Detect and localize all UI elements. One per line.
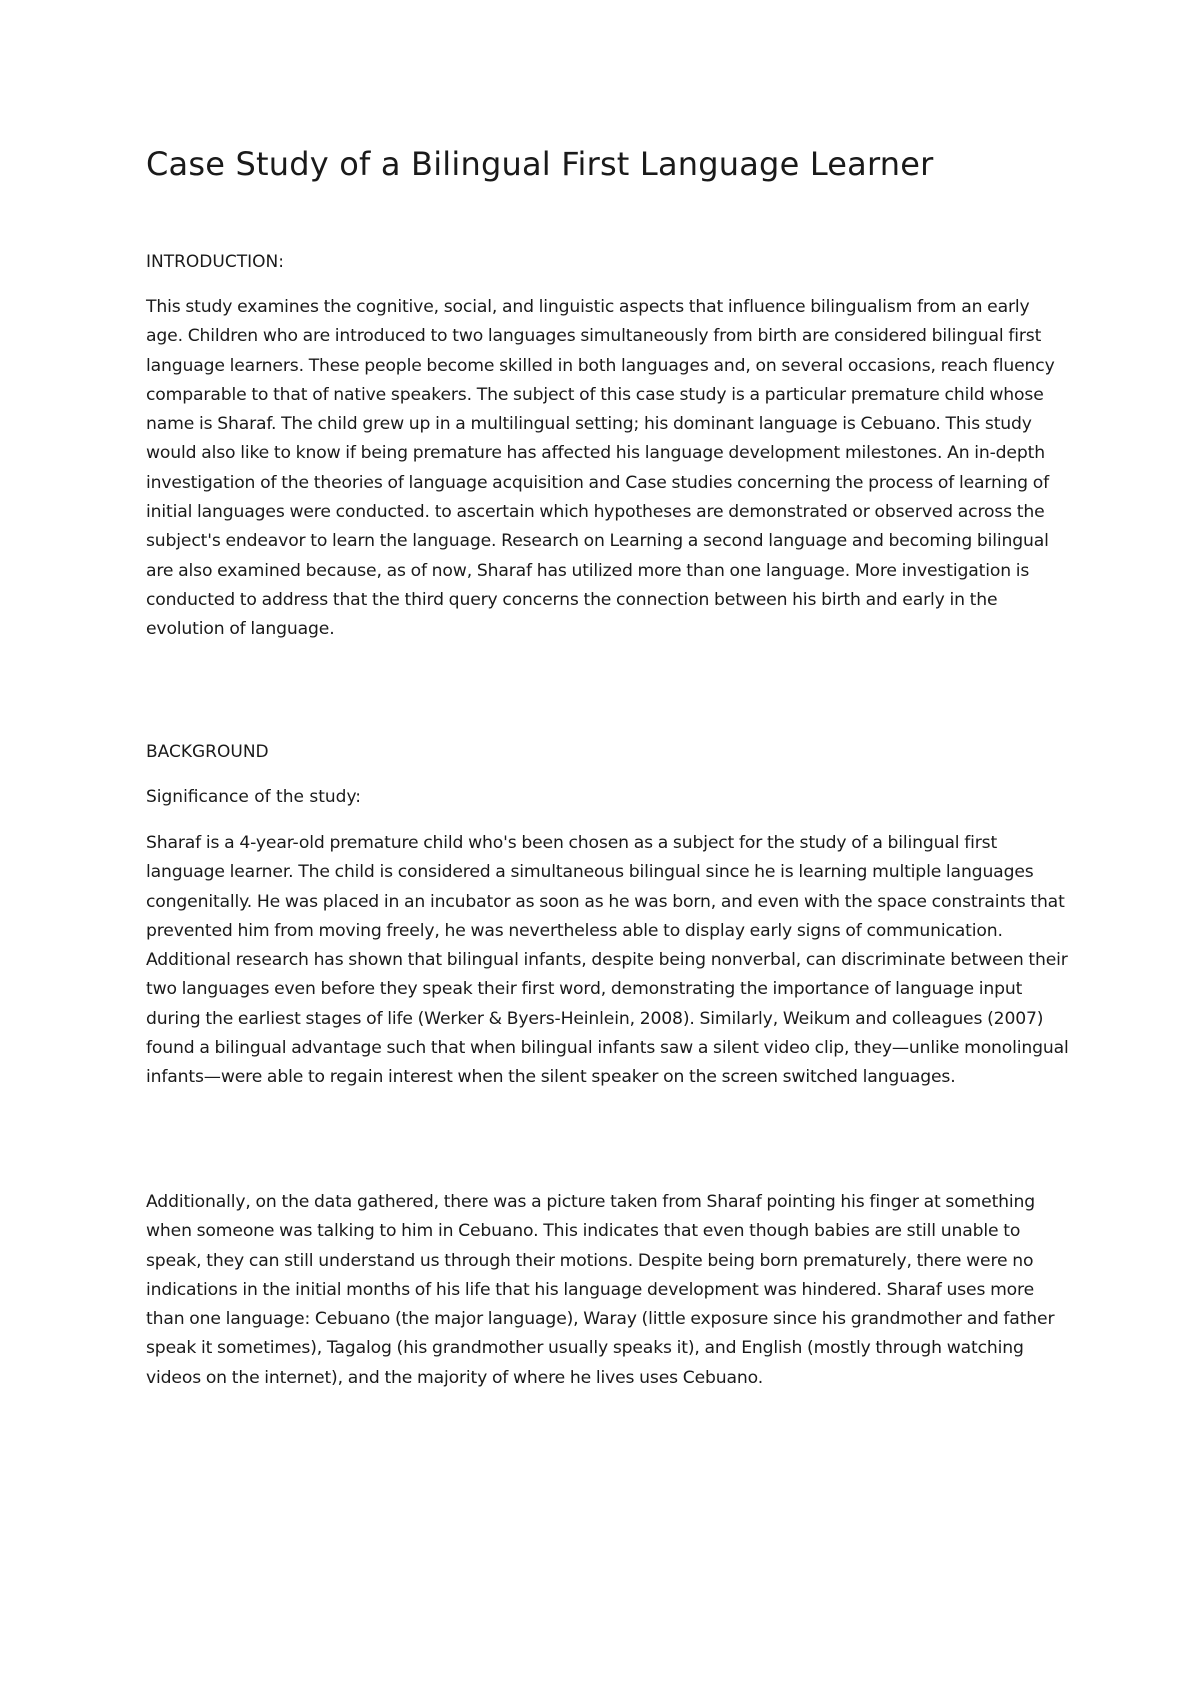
introduction-heading: INTRODUCTION:	[146, 252, 284, 272]
additional-paragraph: Additionally, on the data gathered, there was a picture taken from Sharaf pointing his finger at something when someone was talking to him in Cebuano. This indicates that even though babies are still unable to speak, they can still understand us through their motions. Despite being born prematurely, there were no indications in the initial months of his life that his language development was hindered. Sharaf uses more than one language: Cebuano (the major language), Waray (little exposure since his grandmother and father speak it sometimes), Tagalog (his grandmother usually speaks it), and English (mostly through watching videos on the internet), and the majority of where he lives uses Cebuano.	[146, 1192, 1055, 1388]
significance-heading: Significance of the study:	[146, 787, 361, 807]
document-title: Case Study of a Bilingual First Language Learner	[146, 145, 934, 183]
introduction-paragraph: This study examines the cognitive, social, and linguistic aspects that influence bilingualism from an early age. Children who are introduced to two languages simultaneously from birth are considered bilingual first language learners. These people become skilled in both languages and, on several occasions, reach fluency comparable to that of native speakers. The subject of this case study is a particular premature child whose name is Sharaf. The child grew up in a multilingual setting; his dominant language is Cebuano. This study would also like to know if being premature has affected his language development milestones. An in-depth investigation of the theories of language acquisition and Case studies concerning the process of learning of initial languages were conducted. to ascertain which hypotheses are demonstrated or observed across the subject's endeavor to learn the language. Research on Learning a second language and becoming bilingual are also examined because, as of now, Sharaf has utilized more than one language. More investigation is conducted to address that the third query concerns the connection between his birth and early in the evolution of language.	[146, 297, 1055, 640]
background-heading: BACKGROUND	[146, 742, 269, 762]
significance-paragraph: Sharaf is a 4-year-old premature child who's been chosen as a subject for the study of a bilingual first language learner. The child is considered a simultaneous bilingual since he is learning multiple languages congenitally. He was placed in an incubator as soon as he was born, and even with the space constraints that prevented him from moving freely, he was nevertheless able to display early signs of communication. Additional research has shown that bilingual infants, despite being nonverbal, can discriminate between their two languages even before they speak their first word, demonstrating the importance of language input during the earliest stages of life (Werker & Byers-Heinlein, 2008). Similarly, Weikum and colleagues (2007) found a bilingual advantage such that when bilingual infants saw a silent video clip, they—unlike monolingual infants—were able to regain interest when the silent speaker on the screen switched languages.	[146, 833, 1069, 1088]
